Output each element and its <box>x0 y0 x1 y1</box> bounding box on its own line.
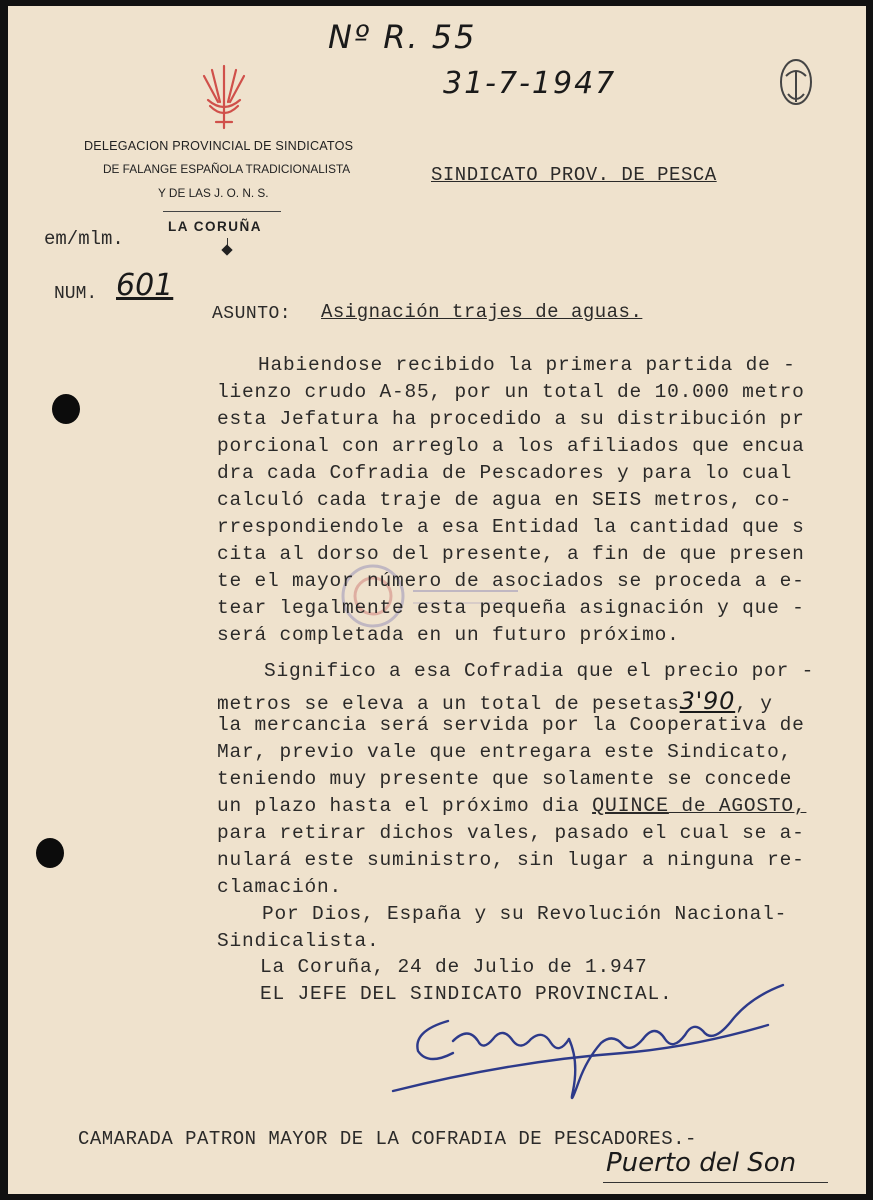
punch-hole <box>52 394 80 424</box>
reference-date: 31-7-1947 <box>443 66 617 101</box>
body-line: rrespondiendole a esa Entidad la cantidad que s <box>217 516 805 538</box>
letterhead-line-1: DELEGACION PROVINCIAL DE SINDICATOS <box>84 139 354 153</box>
body-line-deadline <box>217 795 806 818</box>
price-value: 3'90 <box>679 687 736 715</box>
body-line: te el mayor número de asociados se proceda a e- <box>217 570 805 592</box>
salutation-line: Por Dios, España y su Revolución Nacional- <box>262 903 788 925</box>
number-value: 601 <box>116 268 174 303</box>
punch-hole <box>36 838 64 868</box>
body-line: dra cada Cofradia de Pescadores y para lo cual <box>217 462 793 484</box>
subject-label: ASUNTO: <box>212 304 292 324</box>
body-line: porcional con arreglo a los afiliados que encua <box>217 435 805 457</box>
body-line: clamación. <box>217 876 343 898</box>
deadline-text: un plazo hasta el próximo dia <box>217 795 580 817</box>
recipient-underline <box>603 1182 828 1183</box>
letterhead-divider <box>163 211 281 212</box>
subject-value: Asignación trajes de aguas. <box>321 301 643 323</box>
deadline-day: QUINCE <box>592 795 669 818</box>
signature <box>373 981 793 1131</box>
body-line: Habiendose recibido la primera partida de - <box>258 354 796 376</box>
diamond-ornament-icon <box>221 244 232 255</box>
price-suffix: , y <box>735 693 773 715</box>
place-and-date: La Coruña, 24 de Julio de 1.947 <box>260 956 648 978</box>
yoke-and-arrows-icon <box>200 62 248 132</box>
letterhead-line-3: Y DE LAS J. O. N. S. <box>158 186 269 200</box>
reference-number: Nº R. 55 <box>328 18 477 56</box>
body-line: para retirar dichos vales, pasado el cual se a- <box>217 822 805 844</box>
body-line: tear legalmente esta pequeña asignación y que - <box>217 597 805 619</box>
deadline-suffix: de AGOSTO, <box>668 795 807 817</box>
body-line: cita al dorso del presente, a fin de que presen <box>217 543 805 565</box>
body-line-price <box>217 687 773 715</box>
body-line: será completada en un futuro próximo. <box>217 624 680 646</box>
body-line: lienzo crudo A-85, por un total de 10.000 metro <box>217 381 805 403</box>
body-line: teniendo muy presente que solamente se concede <box>217 768 793 790</box>
body-line: Mar, previo vale que entregara este Sindicato, <box>217 741 793 763</box>
typist-initials: em/mlm. <box>44 228 124 250</box>
body-line: esta Jefatura ha procedido a su distribución pr <box>217 408 805 430</box>
number-label: NUM. <box>54 284 98 304</box>
syndicate-title: SINDICATO PROV. DE PESCA <box>431 164 717 186</box>
body-line: nulará este suministro, sin lugar a ninguna re- <box>217 849 805 871</box>
signer-title: EL JEFE DEL SINDICATO PROVINCIAL. <box>260 983 673 1005</box>
recipient-line: CAMARADA PATRON MAYOR DE LA COFRADIA DE PESCADORES.- <box>78 1128 697 1150</box>
recipient-place: Puerto del Son <box>606 1148 797 1178</box>
salutation-line: Sindicalista. <box>217 930 380 952</box>
letterhead-line-2: DE FALANGE ESPAÑOLA TRADICIONALISTA <box>103 162 351 176</box>
anchor-emblem-icon <box>778 58 814 114</box>
body-line: la mercancia será servida por la Cooperativa de <box>217 714 805 736</box>
price-text: metros se eleva a un total de pesetas <box>217 693 680 715</box>
document-page <box>8 6 866 1194</box>
letterhead-city: LA CORUÑA <box>168 219 262 234</box>
body-line: calculó cada traje de agua en SEIS metros, co- <box>217 489 793 511</box>
body-line: Significo a esa Cofradia que el precio por - <box>264 660 815 682</box>
